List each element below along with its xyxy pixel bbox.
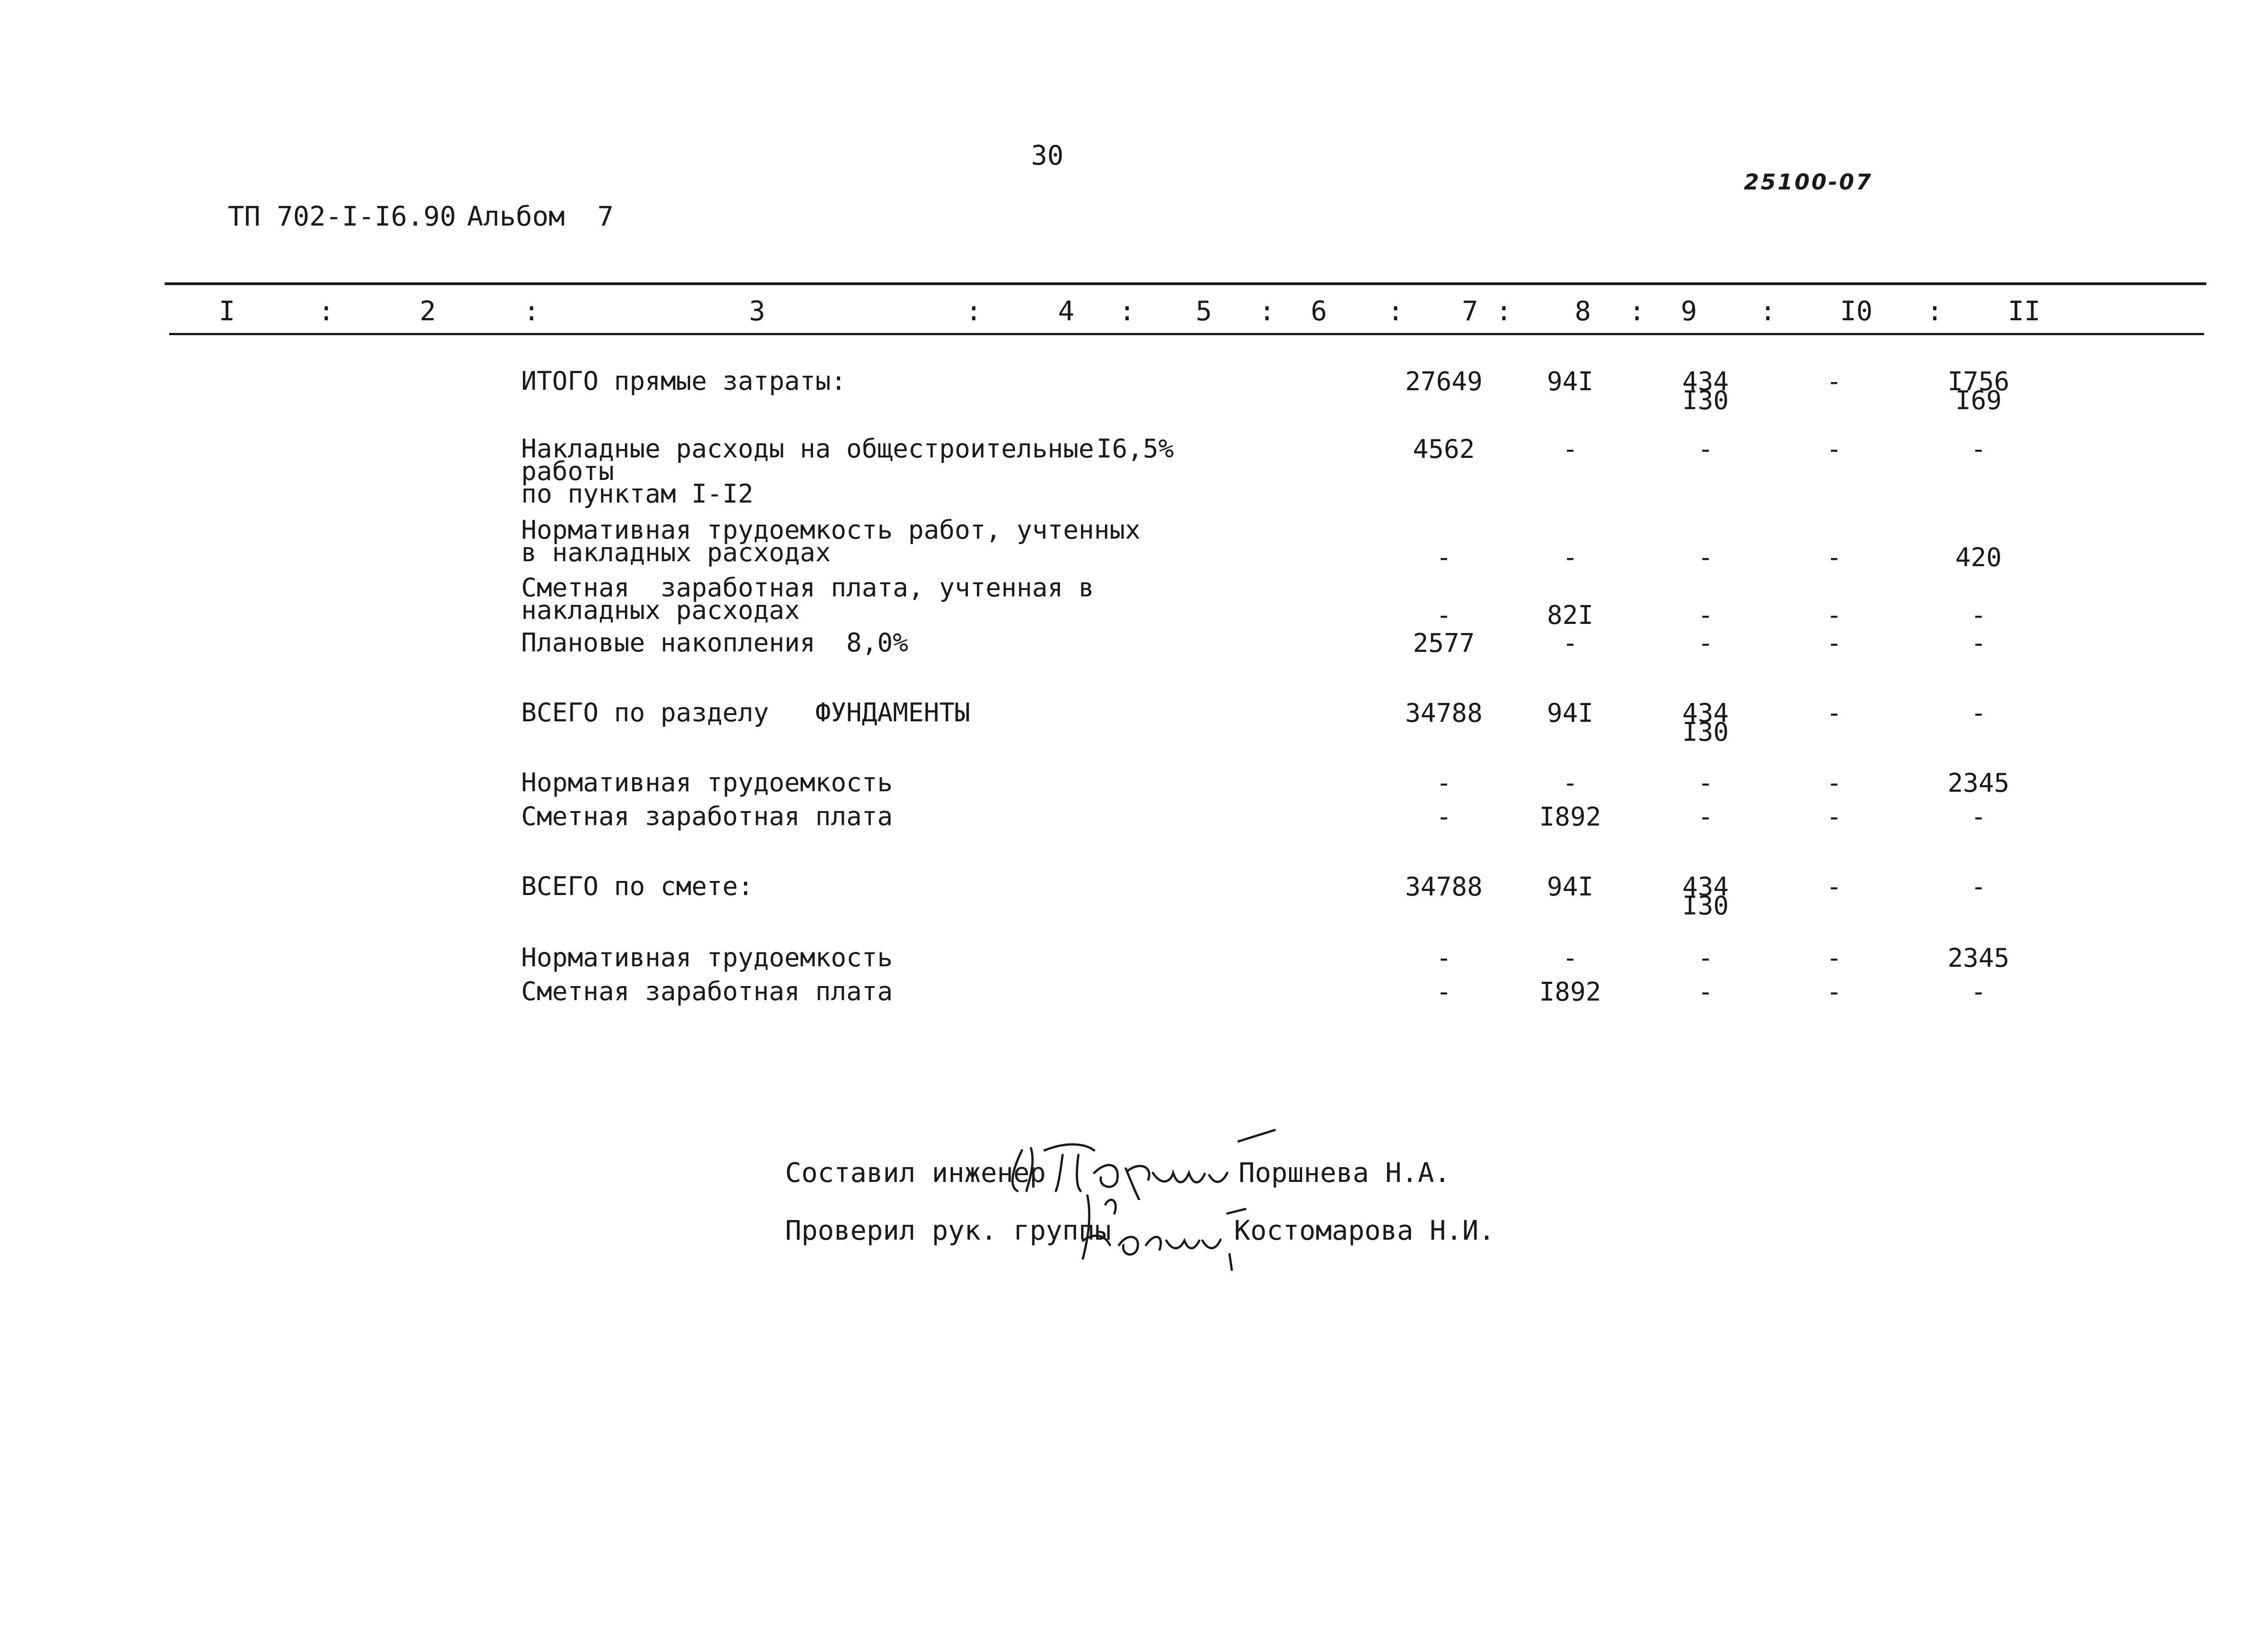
cell-c9: - xyxy=(1697,628,1714,658)
cell-c9: 434 I30 xyxy=(1682,698,1729,747)
row-label: ИТОГО прямые затраты: xyxy=(521,366,846,396)
cell-c10: - xyxy=(1826,543,1842,572)
cell-c10: - xyxy=(1826,768,1842,798)
cell-c8: 94I xyxy=(1547,367,1594,397)
cell-c7: - xyxy=(1436,600,1452,630)
column-separator: : xyxy=(1119,295,1136,327)
cell-c11: 2345 xyxy=(1947,943,2010,973)
column-number: 4 xyxy=(1058,295,1075,327)
cell-c11: - xyxy=(1970,434,1987,464)
column-separator: : xyxy=(1259,295,1276,327)
cell-c11: - xyxy=(1970,628,1987,658)
row-label: Нормативная трудоемкость работ, учтенных в накладных расходах xyxy=(521,515,1141,568)
cell-c10: - xyxy=(1826,802,1842,832)
column-separator: : xyxy=(1927,295,1943,327)
column-number: 2 xyxy=(420,295,436,327)
cell-c7: - xyxy=(1436,768,1452,798)
cell-c9: 434 I30 xyxy=(1682,872,1729,921)
row-label: ВСЕГО по смете: xyxy=(521,872,754,901)
cell-c10: - xyxy=(1826,600,1842,630)
cell-c10: - xyxy=(1826,698,1842,728)
column-number: I0 xyxy=(1840,295,1873,327)
row-label: Нормативная трудоемкость xyxy=(521,768,893,798)
cell-c11: 2345 xyxy=(1947,768,2010,798)
column-number: 7 xyxy=(1462,295,1479,327)
page-number: 30 xyxy=(1031,140,1064,171)
cell-c9: 434 I30 xyxy=(1682,367,1729,415)
cell-c9: - xyxy=(1697,434,1714,464)
cell-c7: - xyxy=(1436,943,1452,973)
cell-c11: - xyxy=(1970,802,1987,832)
cell-c8: - xyxy=(1562,543,1578,572)
column-separator: : xyxy=(318,295,335,327)
column-separator: : xyxy=(966,295,982,327)
cell-c11: I756 I69 xyxy=(1947,367,2010,415)
signature-role: Проверил рук. группы xyxy=(785,1215,1111,1246)
cell-c11: - xyxy=(1970,600,1987,630)
column-number: I xyxy=(219,295,236,327)
table-top-rule xyxy=(165,282,2206,285)
cell-c7: - xyxy=(1436,543,1452,572)
cell-c9: - xyxy=(1697,768,1714,798)
cell-c8: I892 xyxy=(1539,977,1601,1007)
cell-c8: 94I xyxy=(1547,872,1594,902)
column-separator: : xyxy=(523,295,540,327)
overhead-rate: I6,5% xyxy=(1096,434,1174,464)
document-reference: ТП 702-I-I6.90 xyxy=(228,201,456,232)
cell-c10: - xyxy=(1826,943,1842,973)
cell-c11: - xyxy=(1970,872,1987,902)
cell-c10: - xyxy=(1826,367,1842,397)
cell-c11: - xyxy=(1970,977,1987,1007)
cell-c7: 34788 xyxy=(1405,872,1483,902)
row-label: Плановые накопления 8,0% xyxy=(521,628,908,658)
column-separator: : xyxy=(1629,295,1646,327)
column-number: II xyxy=(2008,295,2041,327)
column-separator: : xyxy=(1496,295,1512,327)
cell-c8: 94I xyxy=(1547,698,1594,728)
row-label: Накладные расходы на общестроительные работы по пунктам I-I2 xyxy=(521,434,1094,509)
column-number: 5 xyxy=(1196,295,1212,327)
signature-role: Составил инженер xyxy=(785,1157,1046,1189)
cell-c9: - xyxy=(1697,943,1714,973)
column-number: 8 xyxy=(1575,295,1591,327)
cell-c10: - xyxy=(1826,872,1842,902)
cell-c7: 2577 xyxy=(1413,628,1475,658)
cell-c7: - xyxy=(1436,802,1452,832)
cell-c9: - xyxy=(1697,543,1714,572)
cell-c9: - xyxy=(1697,802,1714,832)
cell-c7: 27649 xyxy=(1405,367,1483,397)
cell-c8: - xyxy=(1562,628,1578,658)
column-number: 9 xyxy=(1681,295,1697,327)
signature-scribble xyxy=(1078,1186,1250,1272)
row-label: Сметная заработная плата, учтенная в накладных расходах xyxy=(521,573,1094,625)
signatory-name: Костомарова Н.И. xyxy=(1234,1215,1495,1246)
cell-c9: - xyxy=(1697,977,1714,1007)
row-label: ВСЕГО по разделу ФУНДАМЕНТЫ xyxy=(521,698,971,728)
album-label: Альбом 7 xyxy=(467,201,614,232)
table-header-bottom-rule xyxy=(169,333,2204,335)
cell-c8: 82I xyxy=(1547,600,1594,630)
cell-c10: - xyxy=(1826,628,1842,658)
signatory-name: Поршнева Н.А. xyxy=(1239,1157,1451,1189)
column-number: 3 xyxy=(749,295,766,327)
cell-c7: 34788 xyxy=(1405,698,1483,728)
cell-c8: I892 xyxy=(1539,802,1601,832)
column-number: 6 xyxy=(1311,295,1327,327)
cell-c11: 420 xyxy=(1955,543,2002,572)
cell-c7: 4562 xyxy=(1413,434,1475,464)
row-label: Нормативная трудоемкость xyxy=(521,943,893,973)
cell-c8: - xyxy=(1562,943,1578,973)
document-stamp: 25100-07 xyxy=(1744,170,1873,195)
column-separator: : xyxy=(1387,295,1404,327)
cell-c7: - xyxy=(1436,977,1452,1007)
cell-c8: - xyxy=(1562,768,1578,798)
cell-c9: - xyxy=(1697,600,1714,630)
cell-c10: - xyxy=(1826,434,1842,464)
cell-c11: - xyxy=(1970,698,1987,728)
column-separator: : xyxy=(1760,295,1776,327)
cell-c10: - xyxy=(1826,977,1842,1007)
cell-c8: - xyxy=(1562,434,1578,464)
row-label: Сметная заработная плата xyxy=(521,977,893,1006)
row-label: Сметная заработная плата xyxy=(521,802,893,831)
